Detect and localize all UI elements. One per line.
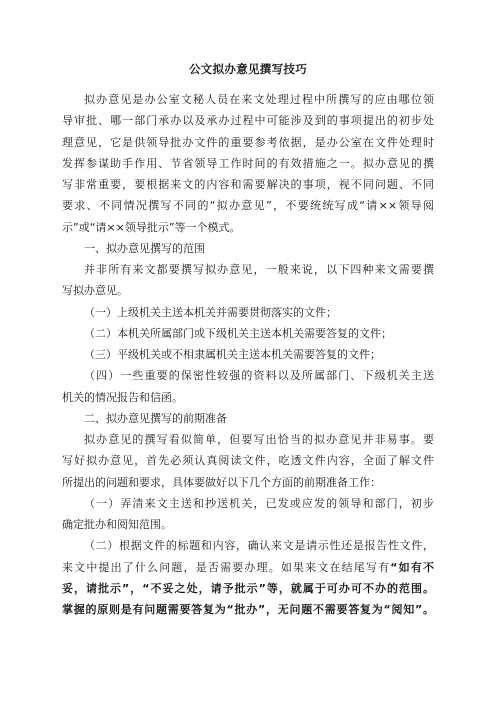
text-line: 要求、不同情况撰写不同的“拟办意见”，不要统统写成“请××领导阅 (62, 199, 434, 213)
text-line: 妥，请批示”，“不妥之处，请予批示”等，就属于可办可不办的范围。 (62, 581, 434, 595)
text-line: 导审批、哪一部门承办以及承办过程中可能涉及到的事项提出的初步处 (62, 114, 434, 128)
text-line: 拟办意见的撰写看似简单，但要写出恰当的拟办意见并非易事。要 (84, 433, 434, 446)
text-line: 发挥参谋助手作用、节省领导工作时间的有效措施之一。拟办意见的撰 (62, 156, 434, 170)
document-title: 公文拟办意见撰写技巧 (189, 62, 307, 76)
list-item: （四）一些重要的保密性较强的资料以及所属部门、下级机关主送 (84, 369, 434, 383)
section-heading: 一、拟办意见撰写的范围 (84, 241, 205, 255)
section-heading: 二、拟办意见撰写的前期准备 (84, 411, 227, 425)
list-item: （二）本机关所属部门或下级机关主送本机关需要答复的文件； (84, 326, 392, 340)
text-run: 来文中提出了什么问题，是否需要办理。如果来文在结尾写有 (62, 560, 391, 574)
text-line: 并非所有来文都要撰写拟办意见，一般来说，以下四种来文需要撰 (84, 263, 434, 276)
text-line: 写拟办意见。 (62, 284, 128, 298)
text-line: 确定批办和阅知范围。 (62, 518, 172, 531)
list-item: （一）弄清来文主送和抄送机关，已发或应发的领导和部门，初步 (84, 496, 434, 510)
text-line: 所提出的问题和要求，具体要做好以下几个方面的前期准备工作： (62, 475, 381, 489)
bold-run: “如有不 (390, 560, 434, 574)
document-page (62, 0, 434, 620)
list-item: （三）平级机关或不相隶属机关主送本机关需要答复的文件； (84, 348, 381, 361)
document-body (62, 89, 434, 620)
list-item: （二）根据文件的标题和内容，确认来文是请示性还是报告性文件， (84, 539, 434, 553)
text-line: 拟办意见是办公室文秘人员在来文处理过程中所撰写的应由哪位领 (84, 93, 434, 106)
text-line: 机关的情况报告和信函。 (62, 390, 183, 404)
text-line: 掌握的原则是有问题需要答复为“批办”，无问题不需要答复为“阅知”。 (62, 603, 434, 616)
text-line: 写非常重要，要根据来文的内容和需要解决的事项，视不同问题、不同 (62, 178, 434, 191)
text-line: 理意见，它是供领导批办文件的重要参考依据，是办公室在文件处理时 (62, 135, 434, 149)
text-line: 写好拟办意见，首先必须认真阅读文件，吃透文件内容，全面了解文件 (62, 454, 434, 468)
text-line: 示”或“请××领导批示”等一个模式。 (62, 220, 241, 234)
text-line (62, 557, 434, 578)
list-item: （一）上级机关主送本机关并需要贯彻落实的文件； (84, 305, 337, 319)
